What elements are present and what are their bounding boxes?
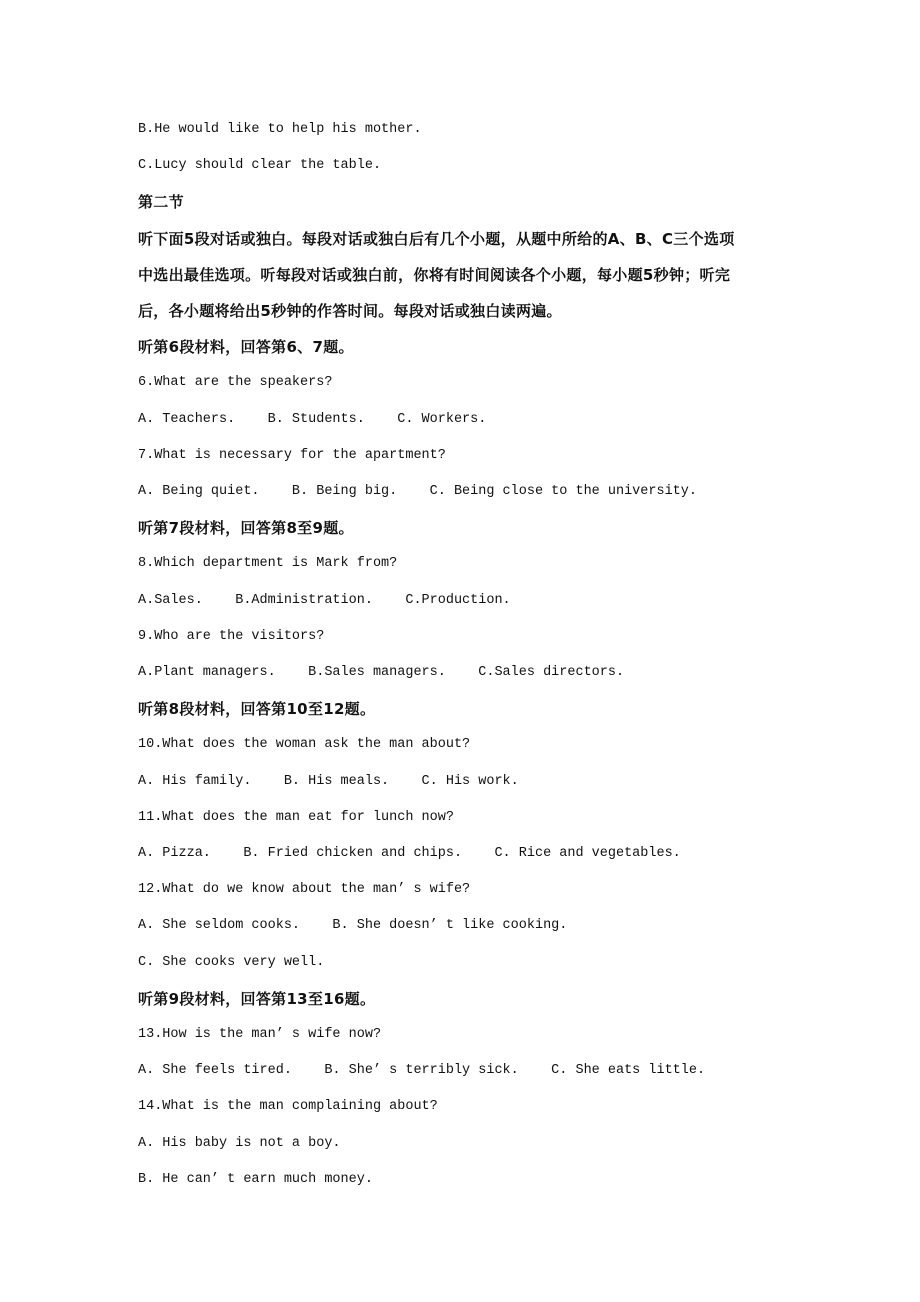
question-line: A. His family. B. His meals. C. His work. — [138, 773, 519, 789]
question-line: B.He would like to help his mother. — [138, 122, 422, 137]
question-line: A. She seldom cooks. B. She doesn’ t like cooking. — [138, 918, 568, 934]
question-line: C. She cooks very well. — [138, 954, 325, 970]
question-line: 10.What does the woman ask the man about? — [138, 737, 471, 753]
section-heading: 听第7段材料，回答第8至9题。 — [138, 519, 354, 538]
question-line: 11.What does the man eat for lunch now? — [138, 809, 454, 825]
question-line: B. He can’ t earn much money. — [138, 1171, 373, 1187]
question-line: 12.What do we know about the man’ s wife? — [138, 882, 471, 898]
question-line: A. His baby is not a boy. — [138, 1135, 341, 1151]
question-line: A.Plant managers. B.Sales managers. C.Sales directors. — [138, 665, 625, 680]
section-heading: 听第8段材料，回答第10至12题。 — [138, 700, 376, 719]
question-line: A.Sales. B.Administration. C.Production. — [138, 592, 511, 608]
question-line: A. She feels tired. B. She’ s terribly sick. C. She eats little. — [138, 1063, 706, 1079]
section-heading: 中选出最佳选项。听每段对话或独白前，你将有时间阅读各个小题，每小题5秒钟；听完 — [138, 265, 731, 284]
question-line: 7.What is necessary for the apartment? — [138, 447, 446, 463]
section-heading: 听下面5段对话或独白。每段对话或独白后有几个小题，从题中所给的A、B、C三个选项 — [138, 229, 735, 248]
section-heading: 第二节 — [138, 193, 184, 212]
question-line: A. Teachers. B. Students. C. Workers. — [138, 411, 487, 427]
section-heading: 听第6段材料，回答第6、7题。 — [138, 338, 354, 357]
section-heading: 听第9段材料，回答第13至16题。 — [138, 989, 376, 1008]
question-line: 6.What are the speakers? — [138, 375, 333, 391]
question-line: 8.Which department is Mark from? — [138, 556, 398, 572]
question-line: C.Lucy should clear the table. — [138, 158, 382, 174]
section-heading: 后，各小题将给出5秒钟的作答时间。每段对话或独白读两遍。 — [138, 302, 562, 320]
question-line: A. Pizza. B. Fried chicken and chips. C. Rice and vegetables. — [138, 846, 681, 861]
question-line: 9.Who are the visitors? — [138, 628, 325, 644]
question-line: 13.How is the man’ s wife now? — [138, 1027, 382, 1042]
question-line: A. Being quiet. B. Being big. C. Being close to the university. — [138, 484, 697, 499]
question-line: 14.What is the man complaining about? — [138, 1099, 438, 1115]
